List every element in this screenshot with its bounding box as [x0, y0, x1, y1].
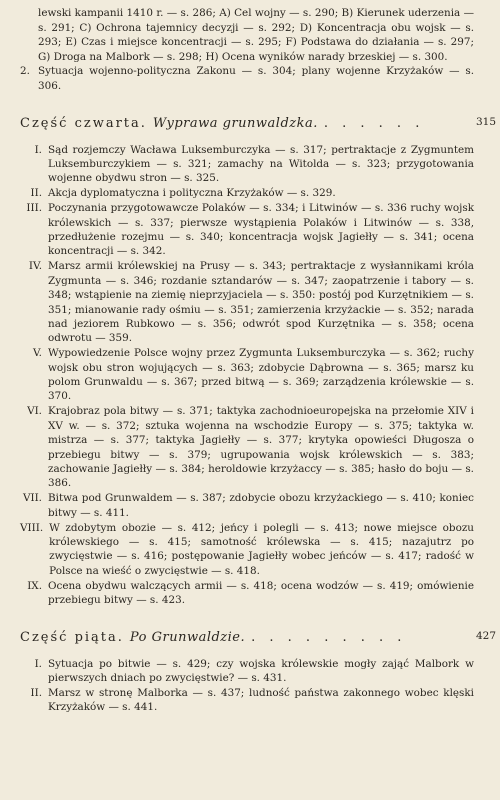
- chapter-entry: [20, 186, 474, 200]
- chapter-text: Sytuacja po bitwie — s. 429; czy wojska królewskie mogły zająć Malbork w pierwszych dniach po zwycięstwie? — s. 431.: [48, 657, 474, 684]
- part-four-heading: [20, 115, 496, 131]
- chapter-entry: [20, 201, 474, 259]
- chapter-entry: [20, 346, 474, 404]
- chapter-text: Krajobraz pola bitwy — s. 371; taktyka zachodnioeuropejska na przełomie XIV i XV w. — s. 372; sztuka wojenna na wschodzie Europy — s. 375; taktyka w. mistrza — s. 377; taktyka Jagiełły — s. 377; krytyka opowieści Długosza o przebiegu bitwy — s. 379; ugrupowania wojsk królewskich — s. 383; zachowanie Jagiełły — s. 384; heroldowie krzyżaccy — s. 385; hasło do boju — s. 386.: [48, 405, 474, 490]
- chapter-entry: [20, 579, 474, 608]
- chapter-text: Sąd rozjemczy Wacława Luksemburczyka — s. 317; pertraktacje z Zygmuntem Luksemburczykiem — s. 321; zamachy na Witolda — s. 323; przygotowania wojenne obydwu stron — s. 325.: [48, 143, 474, 185]
- chapter-numeral: VIII.: [20, 521, 44, 534]
- chapter-entry: [20, 686, 474, 715]
- chapter-numeral: I.: [34, 143, 42, 156]
- part-title: Wyprawa grunwaldzka.: [152, 115, 318, 131]
- item-number: 2.: [20, 65, 30, 78]
- chapter-numeral: II.: [30, 187, 42, 200]
- item-text: Sytuacja wojenno-polityczna Zakonu — s. 304; plany wojenne Krzyżaków — s. 306.: [38, 65, 474, 92]
- chapter-text: Akcja dyplomatyczna i polityczna Krzyżaków — s. 329.: [48, 187, 336, 200]
- chapter-entry: [20, 657, 474, 686]
- chapter-text: Ocena obydwu walczących armii — s. 418; ocena wodzów — s. 419; omówienie przebiegu bitwy — s. 423.: [48, 579, 474, 607]
- chapter-text: W zdobytym obozie — s. 412; jeńcy i polegli — s. 413; nowe miejsce obozu królewskiego — s. 415; samotność królewska — s. 415; nazajutrz po zwycięstwie — s. 416; postępowanie Jagiełły wobec jeńców — s. 417; radość w Polsce na wieść o zwycięstwie — s. 418.: [49, 521, 474, 577]
- chapter-text: Wypowiedzenie Polsce wojny przez Zygmunta Luksemburczyka — s. 362; ruchy wojsk obu stron wojujących — s. 363; zdobycie Dąbrowna — s. 365; marsz ku polom Grunwaldu — s. 367; przed bitwą — s. 369; zarządzenia królewskie — s. 370.: [48, 347, 474, 403]
- chapter-numeral: IX.: [27, 579, 42, 592]
- chapter-text: Marsz armii królewskiej na Prusy — s. 343; pertraktacje z wysłannikami króla Zygmunta — s. 346; rozdanie sztandarów — s. 347; zaopatrzenie i tabory — s. 348; wstąpienie na ziemię nieprzyjaciela — s. 350: postój pod Kurzętnikiem — s. 351; mianowanie rady ośmiu — s. 351; zamierzenia krzyżackie — s. 352; narada nad jeziorem Rubkowo — s. 356; odwrót spod Kurzętnika — s. 358; ocena odwrotu — 359.: [48, 260, 474, 345]
- chapter-text: Marsz w stronę Malborka — s. 437; ludność państwa zakonnego wobec klęski Krzyżaków — s. 441.: [48, 686, 474, 714]
- part-title: Po Grunwaldzie.: [129, 629, 246, 645]
- leader-dots: . . . . . . . . .: [251, 629, 407, 645]
- part-label: Część czwarta.: [20, 115, 147, 131]
- chapter-numeral: V.: [33, 347, 42, 360]
- chapter-entry: [20, 491, 474, 520]
- intro-block: [20, 6, 474, 94]
- continued-entry: lewski kampanii 1410 r. — s. 286; A) Cel wojny — s. 290; B) Kierunek uderzenia — s. 291; C) Ochrona tajemnicy decyzji — s. 292; D) Koncentracja obu wojsk — s. 293; E) Czas i miejsce koncentracji — s. 295; F) Podstawa do działania — s. 297; G) Droga na Malbork — s. 298; H) Ocena wyników narady brzeskiej — s. 300.: [38, 7, 474, 63]
- chapter-entry: [20, 143, 474, 186]
- leader-dots: . . . . . .: [323, 115, 425, 131]
- chapter-numeral: VII.: [22, 492, 42, 505]
- chapter-numeral: III.: [26, 202, 42, 215]
- chapter-entry: [20, 259, 474, 345]
- part-five-chapters: [20, 657, 474, 715]
- chapter-entry: [20, 404, 474, 490]
- chapter-numeral: I.: [34, 657, 42, 670]
- part-label: Część piąta.: [20, 629, 124, 645]
- page-number: 315: [475, 115, 496, 128]
- part-four-chapters: [20, 143, 474, 608]
- chapter-entry: [20, 521, 474, 579]
- part-five-heading: [20, 629, 496, 645]
- page-number: 427: [475, 629, 496, 642]
- chapter-text: Poczynania przygotowawcze Polaków — s. 334; i Litwinów — s. 336 ruchy wojsk królewskich — s. 337; pierwsze wystąpienia Polaków i Litwinów — s. 338, przedłużenie rozejmu — s. 340; koncentracja wojsk Jagiełły — s. 341; ocena koncentracji — s. 342.: [48, 202, 474, 258]
- chapter-numeral: VI.: [27, 405, 42, 418]
- chapter-numeral: IV.: [28, 260, 42, 273]
- chapter-numeral: II.: [30, 686, 42, 699]
- intro-item-2: [20, 64, 474, 93]
- chapter-text: Bitwa pod Grunwaldem — s. 387; zdobycie obozu krzyżackiego — s. 410; koniec bitwy — s. 411.: [48, 492, 474, 519]
